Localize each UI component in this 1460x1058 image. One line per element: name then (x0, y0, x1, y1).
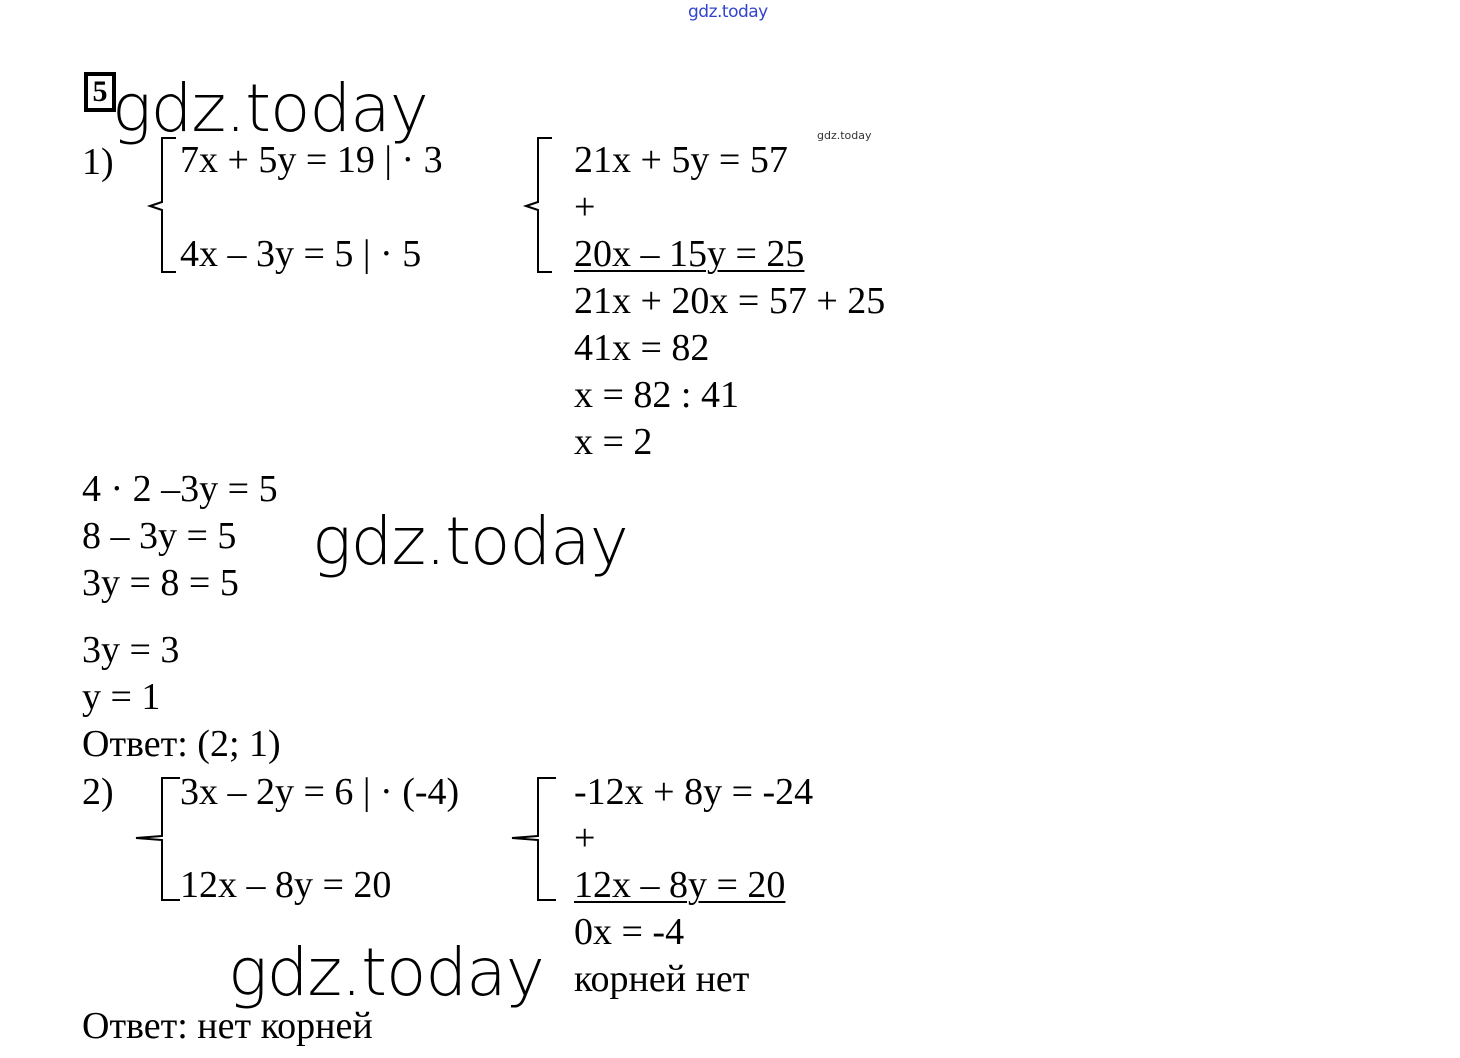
part1-answer: Ответ: (2; 1) (82, 723, 281, 765)
part2-right-eq2: 12x – 8y = 20 (574, 864, 786, 906)
watermark-large-2: gdz.today (312, 503, 628, 580)
task-number: 5 (84, 72, 116, 112)
part2-eq2: 12x – 8y = 20 (180, 864, 392, 906)
part1-right-eq2: 20x – 15y = 25 (574, 233, 805, 275)
part1-eq1: 7x + 5y = 19 | · 3 (180, 139, 443, 181)
watermark-small: gdz.today (817, 129, 872, 142)
part1-right-plus: + (574, 186, 596, 228)
brace-left-2 (134, 776, 184, 904)
part2-step-r1: 0x = -4 (574, 911, 685, 953)
part1-label: 1) (82, 141, 114, 183)
part1-step-r4: x = 2 (574, 421, 653, 463)
watermark-large-1: gdz.today (112, 70, 428, 147)
part2-eq1: 3x – 2y = 6 | · (-4) (180, 771, 460, 813)
brace-right-1 (522, 136, 556, 276)
part1-eq2: 4x – 3y = 5 | · 5 (180, 233, 422, 275)
part1-step-l2: 8 – 3y = 5 (82, 515, 237, 557)
part2-right-plus: + (574, 817, 596, 859)
part2-answer: Ответ: нет корней (82, 1005, 373, 1047)
part2-step-r2: корней нет (574, 958, 750, 1000)
watermark-large-3: gdz.today (228, 934, 544, 1011)
part2-label: 2) (82, 771, 114, 813)
part1-step-r2: 41x = 82 (574, 327, 710, 369)
part1-step-r1: 21x + 20x = 57 + 25 (574, 280, 886, 322)
watermark-top: gdz.today (688, 2, 768, 22)
brace-left-1 (146, 136, 180, 276)
part1-step-l3: 3y = 8 = 5 (82, 562, 239, 604)
part1-step-l5: y = 1 (82, 676, 161, 718)
part1-step-l1: 4 · 2 –3y = 5 (82, 468, 278, 510)
part1-step-r3: x = 82 : 41 (574, 374, 739, 416)
part1-step-l4: 3y = 3 (82, 629, 180, 671)
part1-right-eq1: 21x + 5y = 57 (574, 139, 788, 181)
part2-right-eq1: -12x + 8y = -24 (574, 771, 814, 813)
brace-right-2 (510, 776, 560, 904)
